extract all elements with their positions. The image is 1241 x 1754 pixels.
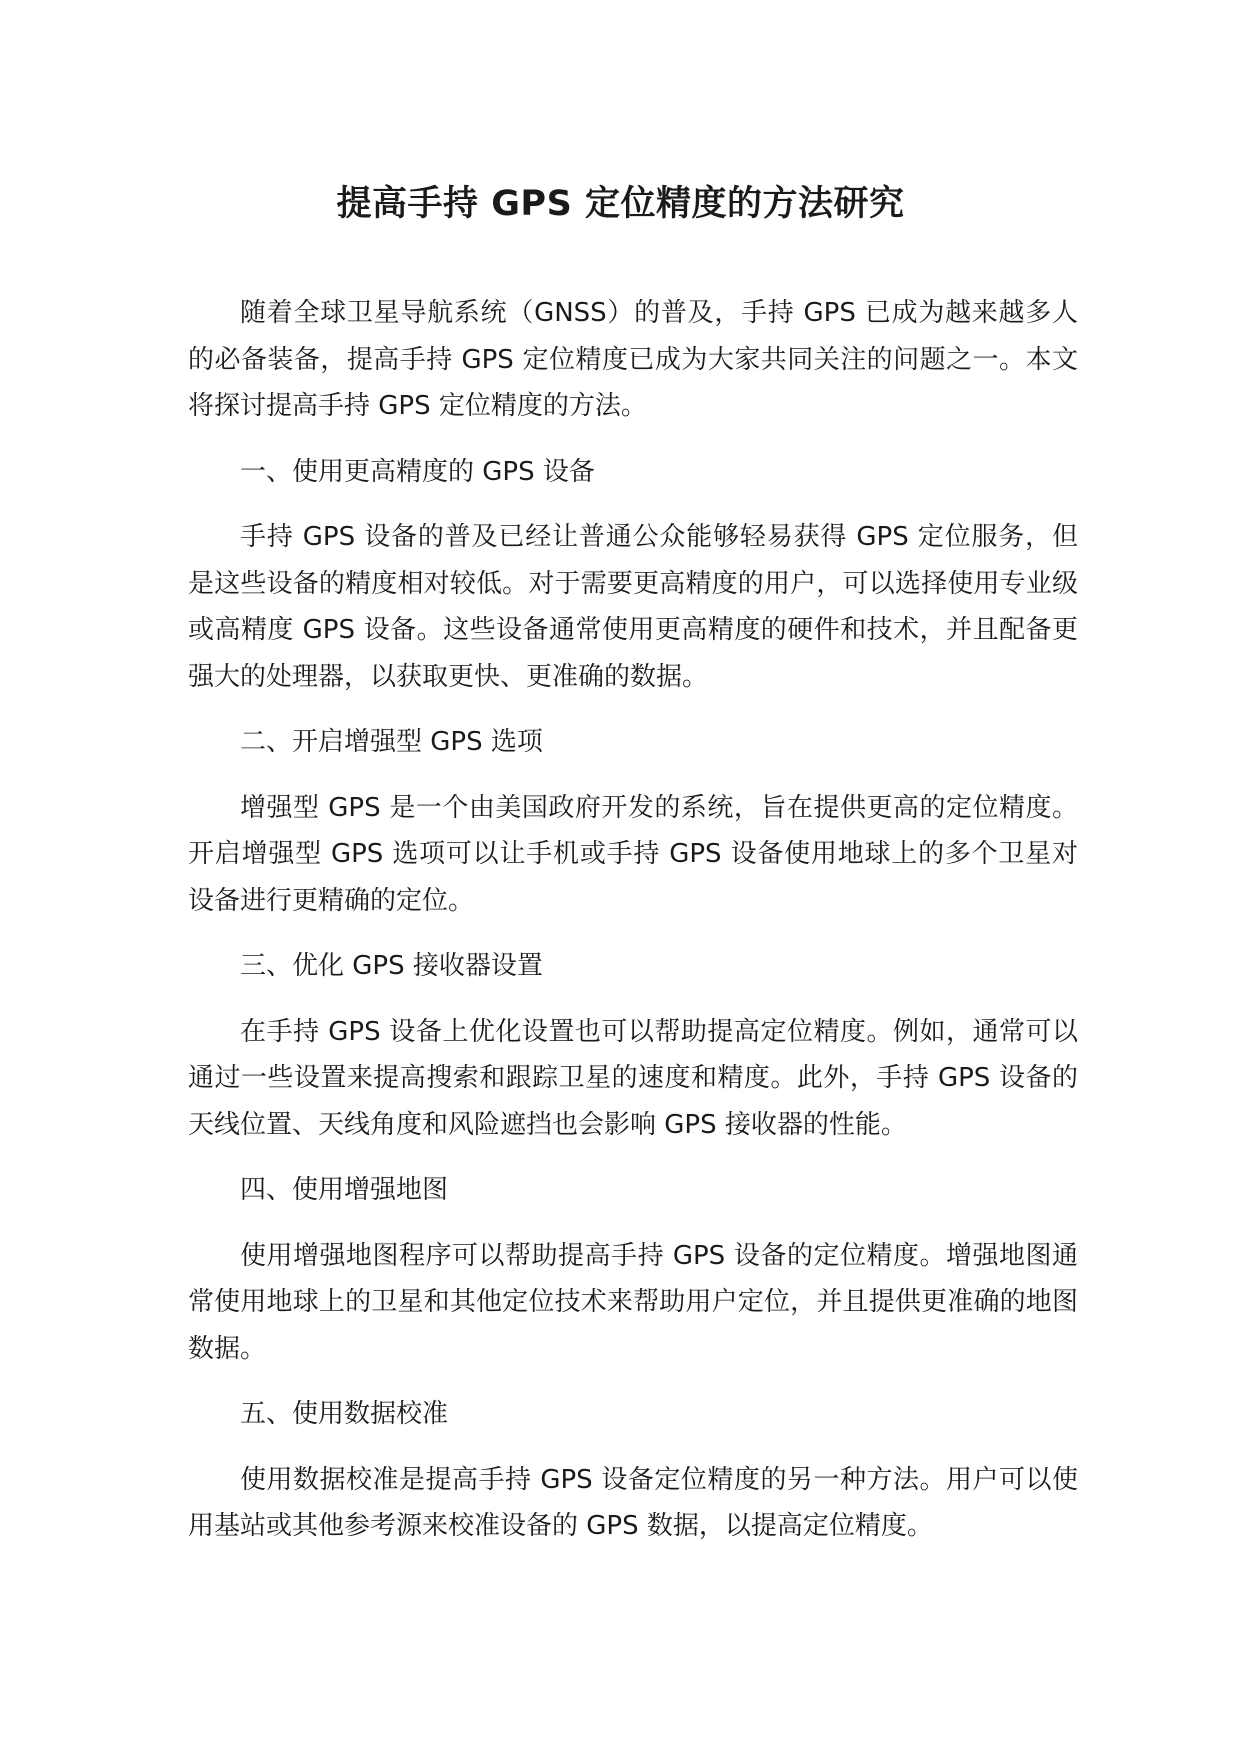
section-body-4: 使用增强地图程序可以帮助提高手持 GPS 设备的定位精度。增强地图通常使用地球上的卫星和其他定位技术来帮助用户定位，并且提供更准确的地图数据。 [188,1240,1078,1364]
section-body-5: 使用数据校准是提高手持 GPS 设备定位精度的另一种方法。用户可以使用基站或其他参考源来校准设备的 GPS 数据，以提高定位精度。 [188,1464,1078,1541]
intro-paragraph: 随着全球卫星导航系统（GNSS）的普及，手持 GPS 已成为越来越多人的必备装备，提高手持 GPS 定位精度已成为大家共同关注的问题之一。本文将探讨提高手持 GPS 定位精度的方法。 [188,298,1078,421]
section-heading-3: 三、优化 GPS 接收器设置 [240,951,543,981]
section-body-3: 在手持 GPS 设备上优化设置也可以帮助提高定位精度。例如，通常可以通过一些设置来提高搜索和跟踪卫星的速度和精度。此外，手持 GPS 设备的天线位置、天线角度和风险遮挡也会影响 GPS 接收器的性能。 [188,1016,1078,1140]
section-body-1: 手持 GPS 设备的普及已经让普通公众能够轻易获得 GPS 定位服务，但是这些设备的精度相对较低。对于需要更高精度的用户，可以选择使用专业级或高精度 GPS 设备。这些设备通常使用更高精度的硬件和技术，并且配备更强大的处理器，以获取更快、更准确的数据。 [188,522,1078,692]
section-heading-4: 四、使用增强地图 [240,1175,449,1205]
section-heading-5: 五、使用数据校准 [240,1399,449,1429]
section-body-2: 增强型 GPS 是一个由美国政府开发的系统，旨在提供更高的定位精度。开启增强型 GPS 选项可以让手机或手持 GPS 设备使用地球上的多个卫星对设备进行更精确的定位。 [188,792,1078,916]
document-body [188,290,1078,1569]
section-heading-2: 二、开启增强型 GPS 选项 [240,727,543,757]
section-heading-1: 一、使用更高精度的 GPS 设备 [240,456,595,487]
document-title: 提高手持 GPS 定位精度的方法研究 [336,184,905,224]
